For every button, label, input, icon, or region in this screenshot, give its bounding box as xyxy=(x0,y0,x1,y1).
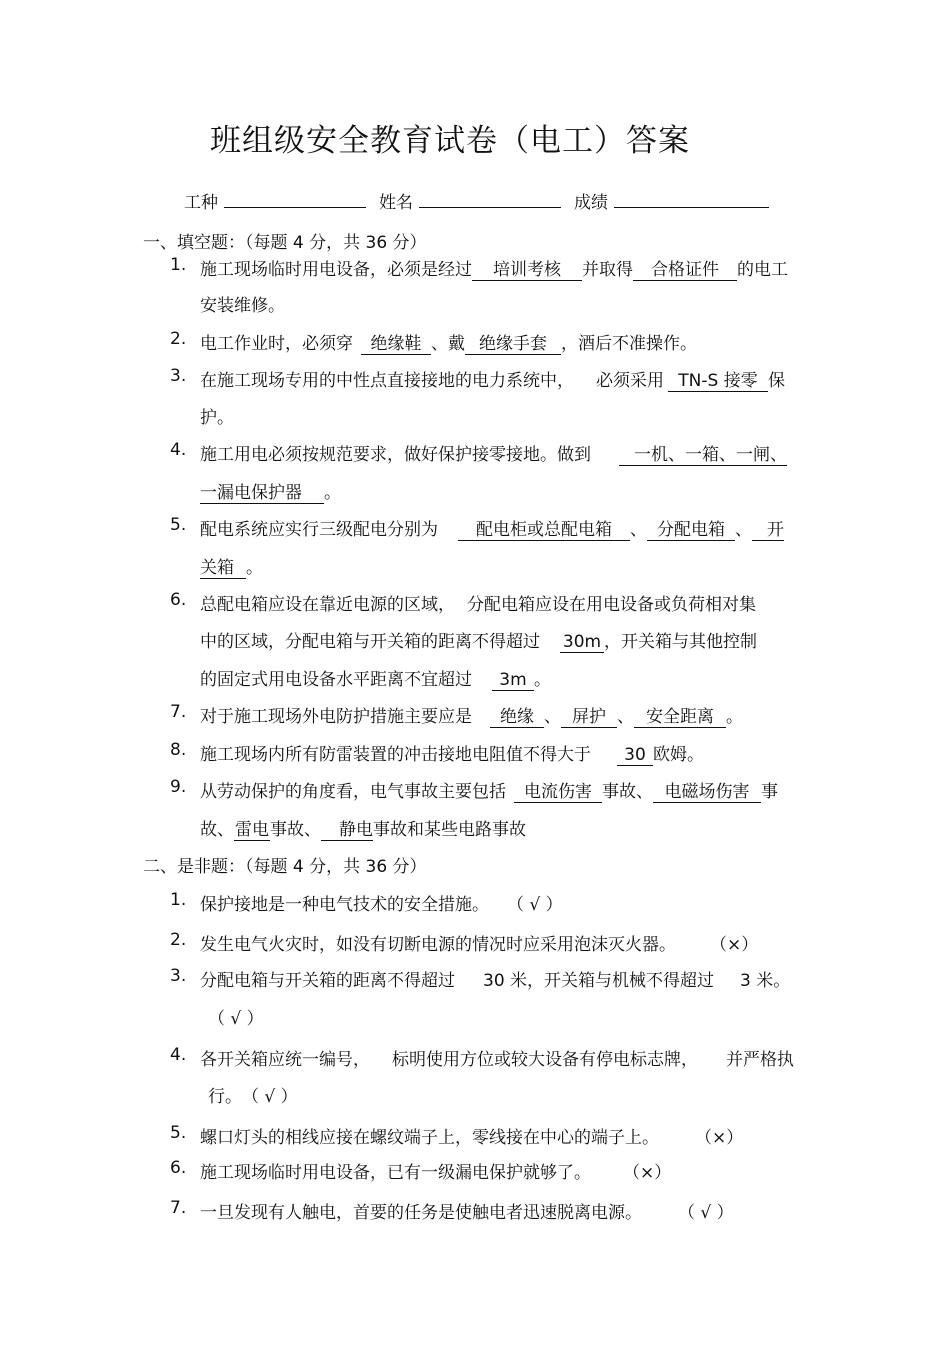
answer-blank: 合格证件 xyxy=(633,260,737,281)
question-text: 、 xyxy=(617,707,634,727)
question-number: 7. xyxy=(170,702,187,722)
answer-mark: （×） xyxy=(695,1128,744,1148)
question-number: 4. xyxy=(170,1045,187,1065)
question-number: 1. xyxy=(170,255,187,275)
question-line xyxy=(200,1158,671,1183)
answer-blank: 屏护 xyxy=(561,707,617,728)
question-line xyxy=(200,702,743,728)
question-text: 标明使用方位或较大设备有停电标志牌， xyxy=(392,1050,698,1070)
question-text: 施工现场内所有防雷装置的冲击接地电阻值不得大于 xyxy=(200,745,591,765)
name-field xyxy=(379,188,561,213)
score-blank xyxy=(614,189,769,208)
question-line xyxy=(200,627,757,653)
score-label: 成绩 xyxy=(574,193,608,213)
header-fields xyxy=(184,188,769,213)
question-number: 1. xyxy=(170,890,187,910)
question-text: 必须采用 xyxy=(596,371,664,391)
question-line xyxy=(200,740,704,766)
question-line xyxy=(200,665,551,691)
question-text: 、 xyxy=(544,707,561,727)
answer-blank: 分配电箱 xyxy=(647,520,735,541)
question-text: 从劳动保护的角度看，电气事故主要包括 xyxy=(200,782,506,802)
answer-mark: （ √ ） xyxy=(242,1087,298,1107)
question-text: 。 xyxy=(534,670,551,690)
question-line xyxy=(200,777,778,803)
question-number: 5. xyxy=(170,515,187,535)
question-number: 2. xyxy=(170,930,187,950)
question-line xyxy=(200,515,784,541)
question-number: 5. xyxy=(170,1123,187,1143)
question-number: 6. xyxy=(170,590,187,610)
question-line xyxy=(200,930,758,955)
question-text: 故、 xyxy=(200,820,234,840)
question-line xyxy=(200,366,785,392)
question-number: 3. xyxy=(170,966,187,986)
answer-blank: 绝缘手套 xyxy=(465,334,561,355)
answer-blank: 绝缘 xyxy=(490,707,544,728)
question-number: 4. xyxy=(170,440,187,460)
question-line xyxy=(200,890,563,915)
answer-blank: 30 xyxy=(617,745,653,766)
question-line xyxy=(208,1082,298,1107)
question-number: 3. xyxy=(170,366,187,386)
question-text: 并严格执 xyxy=(726,1050,794,1070)
answer-blank: 培训考核 xyxy=(472,260,582,281)
question-number: 9. xyxy=(170,777,187,797)
question-text: 保 xyxy=(768,371,785,391)
question-line xyxy=(200,590,756,615)
answer-blank: 一漏电保护器 xyxy=(200,483,324,504)
question-line xyxy=(200,329,697,355)
question-line: 安装维修。 xyxy=(200,296,285,316)
answer-blank: 电磁场伤害 xyxy=(653,782,761,803)
question-text: 配电系统应实行三级配电分别为 xyxy=(200,520,438,540)
answer-blank: 安全距离 xyxy=(634,707,726,728)
question-line xyxy=(200,1198,734,1223)
question-text: 电工作业时，必须穿 xyxy=(200,334,353,354)
question-text: 、戴 xyxy=(431,334,465,354)
question-text: 各开关箱应统一编号， xyxy=(200,1050,370,1070)
question-line xyxy=(200,815,526,841)
question-text: 30 米，开关箱与机械不得超过 xyxy=(483,971,715,991)
question-text: 事故、 xyxy=(270,820,321,840)
question-text: 的固定式用电设备水平距离不宜超过 xyxy=(200,670,472,690)
question-text: 一旦发现有人触电，首要的任务是使触电者迅速脱离电源。 xyxy=(200,1203,642,1223)
question-text: 的电工 xyxy=(737,260,788,280)
question-line xyxy=(200,255,788,281)
question-text: 总配电箱应设在靠近电源的区域， xyxy=(200,595,455,615)
answer-blank: 雷电 xyxy=(235,820,269,840)
question-text: 中的区域，分配电箱与开关箱的距离不得超过 xyxy=(200,632,540,652)
answer-blank: 一机、一箱、一闸、 xyxy=(619,445,787,466)
answer-blank: 配电柜或总配电箱 xyxy=(458,520,630,541)
answer-blank: 静电 xyxy=(321,820,373,841)
question-line xyxy=(200,478,341,504)
answer-blank: TN-S 接零 xyxy=(668,371,768,392)
question-text: 施工现场临时用电设备，已有一级漏电保护就够了。 xyxy=(200,1163,591,1183)
question-text: 3 米。 xyxy=(740,971,791,991)
question-number: 7. xyxy=(170,1198,187,1218)
question-text: 、 xyxy=(735,520,752,540)
question-number: 6. xyxy=(170,1158,187,1178)
question-text: 分配电箱应设在用电设备或负荷相对集 xyxy=(467,595,756,615)
answer-blank: 30m xyxy=(560,632,604,653)
page-title: 班组级安全教育试卷（电工）答案 xyxy=(210,123,690,159)
question-text: 事故和某些电路事故 xyxy=(373,820,526,840)
question-text: 事 xyxy=(761,782,778,802)
question-text: 保护接地是一种电气技术的安全措施。 xyxy=(200,895,489,915)
section1-heading: 一、填空题：（每题 4 分，共 36 分） xyxy=(143,233,427,253)
question-line xyxy=(200,1045,794,1070)
question-text: 施工现场临时用电设备，必须是经过 xyxy=(200,260,472,280)
question-text: 事故、 xyxy=(602,782,653,802)
answer-blank: 绝缘鞋 xyxy=(361,334,431,355)
answer-mark: （ √ ） xyxy=(678,1203,734,1223)
question-text: 在施工现场专用的中性点直接接地的电力系统中， xyxy=(200,371,574,391)
question-line xyxy=(200,966,790,991)
trade-label: 工种 xyxy=(184,193,218,213)
name-label: 姓名 xyxy=(379,193,413,213)
question-text: 、 xyxy=(630,520,647,540)
answer-mark: （×） xyxy=(710,935,759,955)
question-number: 8. xyxy=(170,740,187,760)
question-text: 。 xyxy=(246,558,263,578)
answer-mark: （ √ ） xyxy=(208,1009,264,1029)
trade-field xyxy=(184,188,366,213)
question-text: 分配电箱与开关箱的距离不得超过 xyxy=(200,971,455,991)
question-text: 。 xyxy=(324,483,341,503)
question-text: ，酒后不准操作。 xyxy=(561,334,697,354)
question-text: 发生电气火灾时，如没有切断电源的情况时应采用泡沫灭火器。 xyxy=(200,935,676,955)
question-text: 。 xyxy=(726,707,743,727)
question-text: 并取得 xyxy=(582,260,633,280)
question-line xyxy=(200,553,263,579)
question-line: 护。 xyxy=(200,408,234,428)
question-text: 欧姆。 xyxy=(653,745,704,765)
answer-mark: （×） xyxy=(623,1163,672,1183)
question-text: 对于施工现场外电防护措施主要应是 xyxy=(200,707,472,727)
name-blank xyxy=(419,189,561,208)
question-text: 施工用电必须按规范要求，做好保护接零接地。做到 xyxy=(200,445,591,465)
section2-heading: 二、是非题：（每题 4 分，共 36 分） xyxy=(143,857,427,877)
answer-mark: （ √ ） xyxy=(507,895,563,915)
question-number: 2. xyxy=(170,329,187,349)
answer-blank: 3m xyxy=(492,670,534,691)
question-text: ，开关箱与其他控制 xyxy=(604,632,757,652)
question-text: 螺口灯头的相线应接在螺纹端子上，零线接在中心的端子上。 xyxy=(200,1128,659,1148)
answer-blank: 开 xyxy=(752,520,784,541)
question-text: 行。 xyxy=(208,1087,242,1107)
score-field xyxy=(574,188,769,213)
trade-blank xyxy=(224,189,366,208)
answer-blank: 关箱 xyxy=(200,558,246,579)
question-line xyxy=(200,1123,743,1148)
answer-blank: 电流伤害 xyxy=(514,782,602,803)
question-line xyxy=(200,440,787,466)
